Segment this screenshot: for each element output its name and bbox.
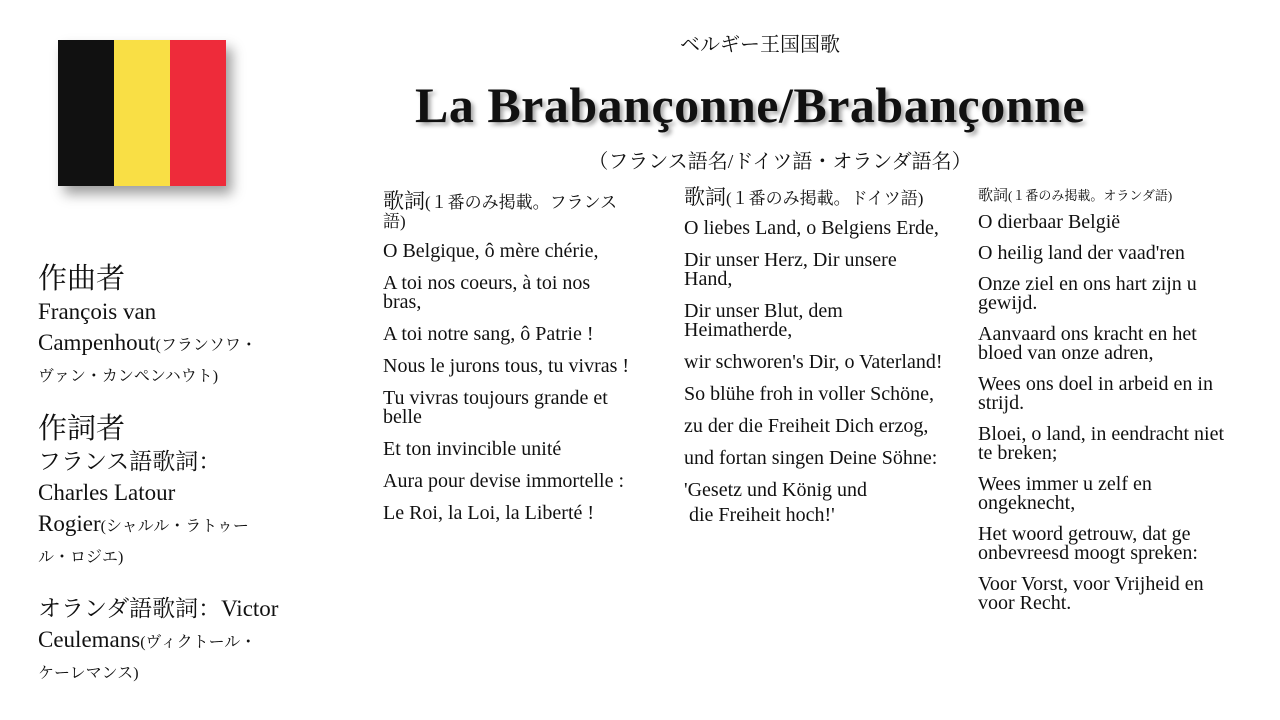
composer-kana-part1: (フランソワ・ [155,337,257,354]
lyric-line: Wees immer u zelf en ongeknecht, [978,473,1152,514]
lyricist-heading: 作詞者 [38,413,126,445]
lyrics-dutch-column [978,186,1240,625]
lyric-line: Nous le jurons tous, tu vivras ! [383,355,630,377]
lyric-line: Tu vivras toujours grande et belle [383,387,608,428]
flag-stripe-black [58,40,114,186]
lyrics-french-heading: 歌詞(１番のみ掲載。フランス語) [383,189,618,231]
french-kana-part2: ル・ロジエ) [38,549,124,566]
lyric-line: A toi nos coeurs, à toi nos bras, [383,272,591,313]
lyric-line: Aanvaard ons kracht en het bloed van onze adren, [978,323,1197,364]
lyric-line: zu der die Freiheit Dich erzog, [684,415,929,437]
lyric-line: O dierbaar België [978,211,1121,233]
lyricist-french [38,446,338,573]
lyric-line: wir schworen's Dir, o Vaterland! [684,351,943,373]
flag-stripe-red [170,40,226,186]
lyrics-french-column [383,189,633,536]
lyric-line: A toi notre sang, ô Patrie ! [383,323,594,345]
lyric-line: Aura pour devise immortelle : [383,470,625,492]
composer-name [38,296,338,392]
page-title: La Brabançonne/Brabançonne [414,77,1086,133]
lyric-line: Dir unser Blut, dem Heimatherde, [684,300,843,341]
composer-kana-part2: ヴァン・カンペンハウト) [38,368,219,385]
lyric-line: O heilig land der vaad'ren [978,242,1185,264]
french-kana-part1: (シャルル・ラトゥー [100,518,249,535]
dutch-lyrics-label: オランダ語歌詞：Victor [38,596,279,621]
french-lyricist-line2: Rogier [38,511,101,536]
lyricist-dutch [38,593,338,689]
lyric-line: 'Gesetz und König und [684,479,868,501]
dutch-kana-part2: ケーレマンス) [38,665,139,682]
lyric-line: Le Roi, la Loi, la Liberté ! [383,502,595,524]
subtitle-names: （フランス語名/ドイツ語・オランダ語名） [588,151,972,173]
belgian-flag [58,40,226,186]
flag-stripe-yellow [114,40,170,186]
lyric-line: O Belgique, ô mère chérie, [383,240,599,262]
lyric-line: Onze ziel en ons hart zijn u gewijd. [978,273,1197,314]
lyrics-dutch-heading: 歌詞(１番のみ掲載。オランダ語) [978,188,1173,204]
lyric-line: Het woord getrouw, dat ge onbevreesd moogt spreken: [978,523,1198,564]
lyric-line: Dir unser Herz, Dir unsere Hand, [684,249,897,290]
lyric-line: Et ton invincible unité [383,438,562,460]
composer-name-line2: Campenhout [38,330,156,355]
lyric-line: O liebes Land, o Belgiens Erde, [684,217,939,239]
dutch-lyricist-line2: Ceulemans [38,627,141,652]
lyric-line: und fortan singen Deine Söhne: [684,447,938,469]
lyrics-german-heading: 歌詞(１番のみ掲載。ドイツ語) [684,185,924,209]
french-lyricist-line1: Charles Latour [38,480,176,505]
composer-name-line1: François van [38,299,157,324]
lyric-line: Bloei, o land, in eendracht niet te breken; [978,423,1225,464]
credits-panel [38,262,338,689]
lyrics-german-column [684,185,946,538]
subtitle-top: ベルギー王国国歌 [680,34,840,56]
lyric-line: Voor Vorst, voor Vrijheid en voor Recht. [978,573,1204,614]
lyric-line: die Freiheit hoch!' [684,504,835,526]
dutch-kana-part1: (ヴィクトール・ [140,634,257,651]
lyric-line: So blühe froh in voller Schöne, [684,383,934,405]
french-lyrics-label: フランス語歌詞： [38,449,222,474]
composer-heading: 作曲者 [38,263,126,295]
lyric-line: Wees ons doel in arbeid en in strijd. [978,373,1213,414]
